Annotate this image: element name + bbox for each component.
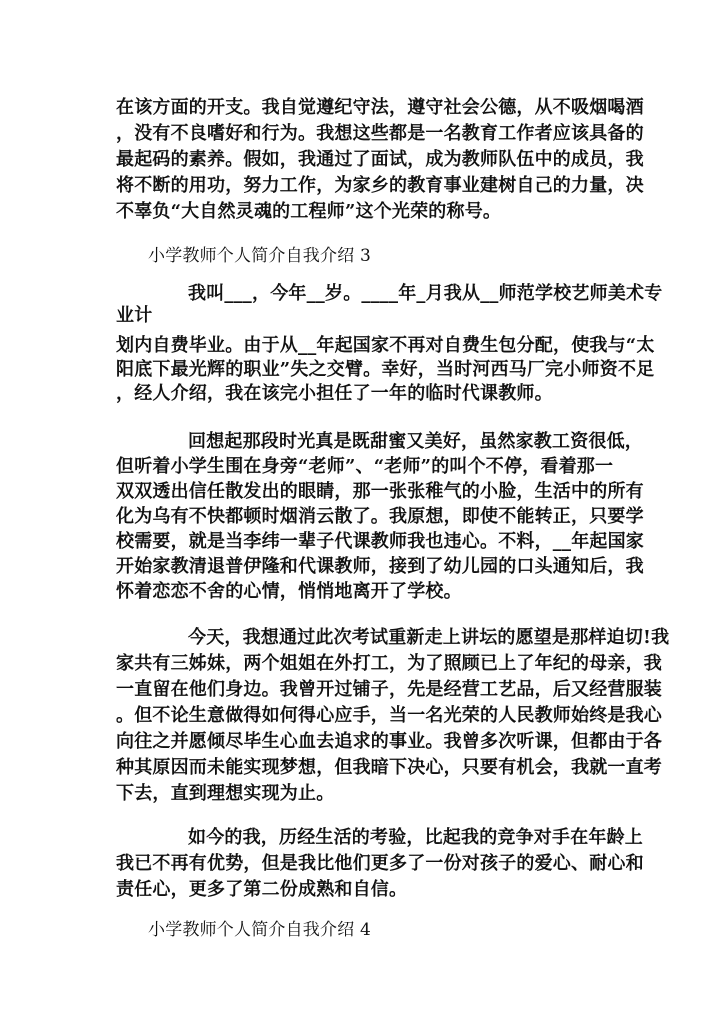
paragraph-6-line: 如今的我，历经生活的考验，比起我的竞争对手在年龄上 [188,827,643,848]
paragraph-1-line: 最起码的素养。假如，我通过了面试，成为教师队伍中的成员，我 [116,149,644,170]
paragraph-3-line: 划内自费毕业。由于从__年起国家不再对自费生包分配，使我与“太 [116,335,655,356]
paragraph-4-line: 怀着恋恋不舍的心情，悄悄地离开了学校。 [116,581,462,602]
paragraph-4-line: 校需要，就是当李纬一辈子代课教师我也违心。不料，__年起国家 [116,531,644,552]
paragraph-6-line: 我已不再有优势，但是我比他们更多了一份对孩子的爱心、耐心和 [116,853,644,874]
section-heading-3: 小学教师个人简介自我介绍 3 [148,246,372,266]
paragraph-6-line: 责任心，更多了第二份成熟和自信。 [116,879,408,900]
paragraph-4-line: 开始家教清退普伊隆和代课教师，接到了幼儿园的口头通知后，我 [116,556,644,577]
paragraph-5-line: 下去，直到理想实现为止。 [116,783,335,804]
paragraph-1-line: 在该方面的开支。我自觉遵纪守法，遵守社会公德，从不吸烟喝酒 [116,97,644,118]
paragraph-1-line: 不辜负“大自然灵魂的工程师”这个光荣的称号。 [116,201,502,222]
paragraph-5-line: 。但不论生意做得如何得心应手，当一名光荣的人民教师始终是我心 [116,705,662,726]
section-heading-4: 小学教师个人简介自我介绍 4 [148,920,372,940]
paragraph-4-line: 回想起那段时光真是既甜蜜又美好，虽然家教工资很低， [188,431,643,452]
paragraph-5-line: 今天，我想通过此次考试重新走上讲坛的愿望是那样迫切!我 [188,627,670,648]
paragraph-4-line: 双双透出信任散发出的眼睛，那一张张稚气的小脸，生活中的所有 [116,481,644,502]
paragraph-4-line: 但听着小学生围在身旁“老师”、“老师”的叫个不停，看着那一 [116,456,614,477]
paragraph-4-line: 化为乌有不快都顿时烟消云散了。我原想，即使不能转正，只要学 [116,506,644,527]
paragraph-5-line: 向往之并愿倾尽毕生心血去追求的事业。我曾多次听课，但都由于各 [116,731,662,752]
paragraph-2-line: 业计 [116,305,153,326]
paragraph-2-line: 我叫___，今年__岁。____年_月我从__师范学校艺师美术专 [188,283,663,304]
paragraph-5-line: 家共有三姊妹，两个姐姐在外打工，为了照顾已上了年纪的母亲，我 [116,653,662,674]
paragraph-5-line: 一直留在他们身边。我曾开过铺子，先是经营工艺品，后又经营服装 [116,679,662,700]
paragraph-1-line: 将不断的用功，努力工作，为家乡的教育事业建树自己的力量，决 [116,175,644,196]
paragraph-3-line: 阳底下最光辉的职业”失之交臂。幸好，当时河西马厂完小师资不足 [116,359,655,380]
paragraph-5-line: 种其原因而未能实现梦想，但我暗下决心，只要有机会，我就一直考 [116,757,662,778]
paragraph-1-line: ，没有不良嗜好和行为。我想这些都是一名教育工作者应该具备的 [116,123,644,144]
paragraph-3-line: ，经人介绍，我在该完小担任了一年的临时代课教师。 [116,383,553,404]
